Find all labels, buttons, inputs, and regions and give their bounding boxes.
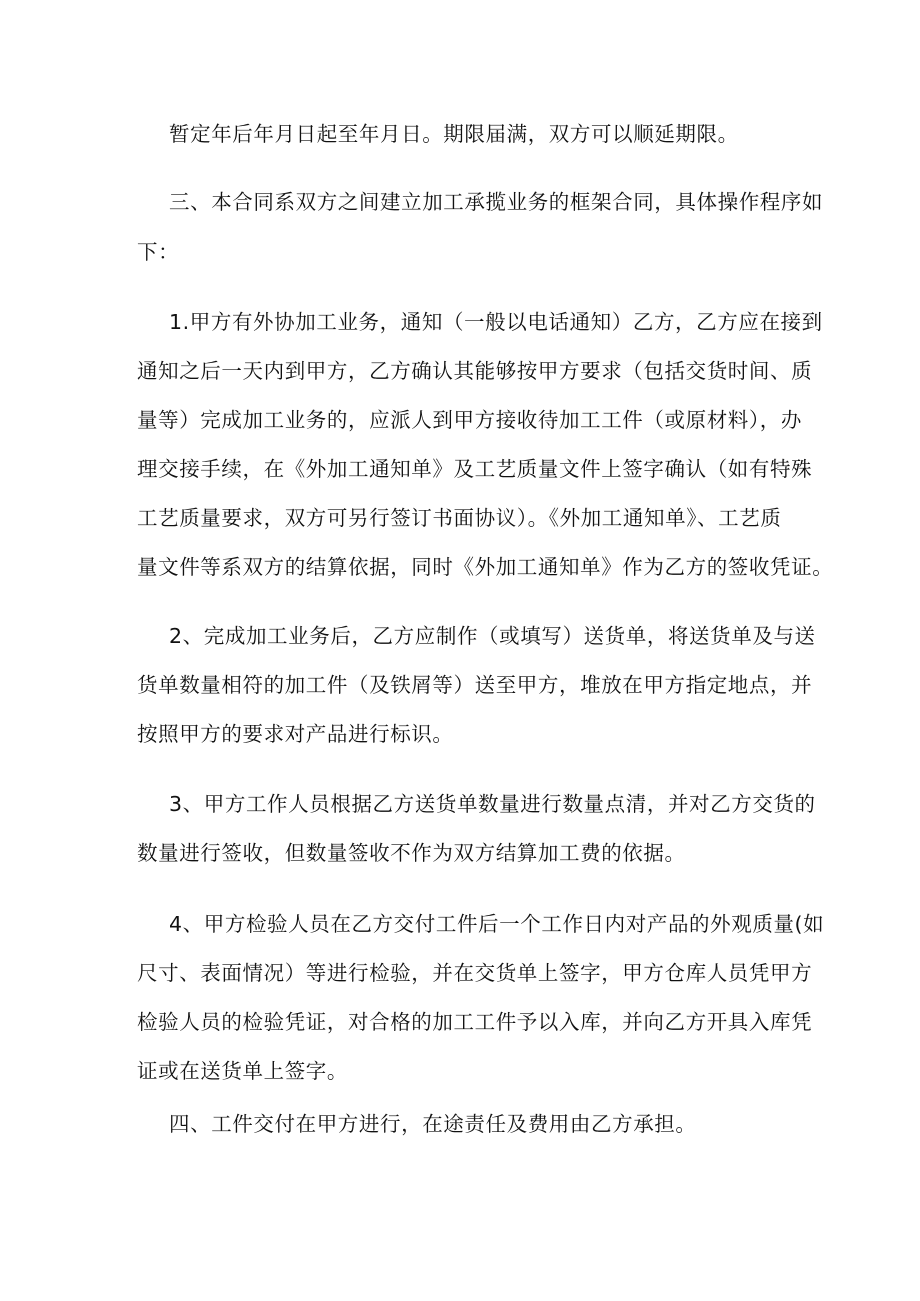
item-3-line-2: 数量进行签收，但数量签收不作为双方结算加工费的依据。	[137, 841, 686, 865]
item-3-line-1: 3、甲方工作人员根据乙方送货单数量进行数量点清，并对乙方交货的	[169, 792, 816, 816]
item-1-line-3: 量等）完成加工业务的，应派人到甲方接收待加工工件（或原材料），办	[137, 408, 802, 432]
item-4-line-3: 检验人员的检验凭证，对合格的加工工件予以入库，并向乙方开具入库凭	[137, 1010, 813, 1034]
item-4-line-1: 4、甲方检验人员在乙方交付工件后一个工作日内对产品的外观质量(如	[169, 912, 825, 936]
item-1-line-5: 工艺质量要求，双方可另行签订书面协议）。《外加工通知单》、工艺质	[137, 506, 782, 530]
item-2-line-2: 货单数量相符的加工件（及铁屑等）送至甲方，堆放在甲方指定地点，并	[137, 673, 813, 697]
item-2-line-3: 按照甲方的要求对产品进行标识。	[137, 722, 454, 746]
item-4-line-2: 尺寸、表面情况）等进行检验，并在交货单上签字，甲方仓库人员凭甲方	[137, 961, 813, 985]
item-1-line-2: 通知之后一天内到甲方，乙方确认其能够按甲方要求（包括交货时间、质	[137, 359, 813, 383]
item-1-line-6: 量文件等系双方的结算依据，同时《外加工通知单》作为乙方的签收凭证。	[137, 555, 834, 579]
clause-3-line-1: 三、本合同系双方之间建立加工承揽业务的框架合同，具体操作程序如	[169, 190, 824, 214]
item-4-line-4: 证或在送货单上签字。	[137, 1059, 348, 1083]
clause-4-paragraph: 四、工件交付在甲方进行，在途责任及费用由乙方承担。	[169, 1112, 697, 1136]
clause-3-line-2: 下：	[137, 240, 180, 264]
item-1-line-1: 1.甲方有外协加工业务，通知（一般以电话通知）乙方，乙方应在接到	[169, 310, 823, 334]
item-2-line-1: 2、完成加工业务后，乙方应制作（或填写）送货单，将送货单及与送	[169, 624, 816, 648]
item-1-line-4: 理交接手续，在《外加工通知单》及工艺质量文件上签字确认（如有特殊	[137, 457, 813, 481]
term-paragraph: 暂定年后年月日起至年月日。期限届满，双方可以顺延期限。	[169, 122, 739, 146]
